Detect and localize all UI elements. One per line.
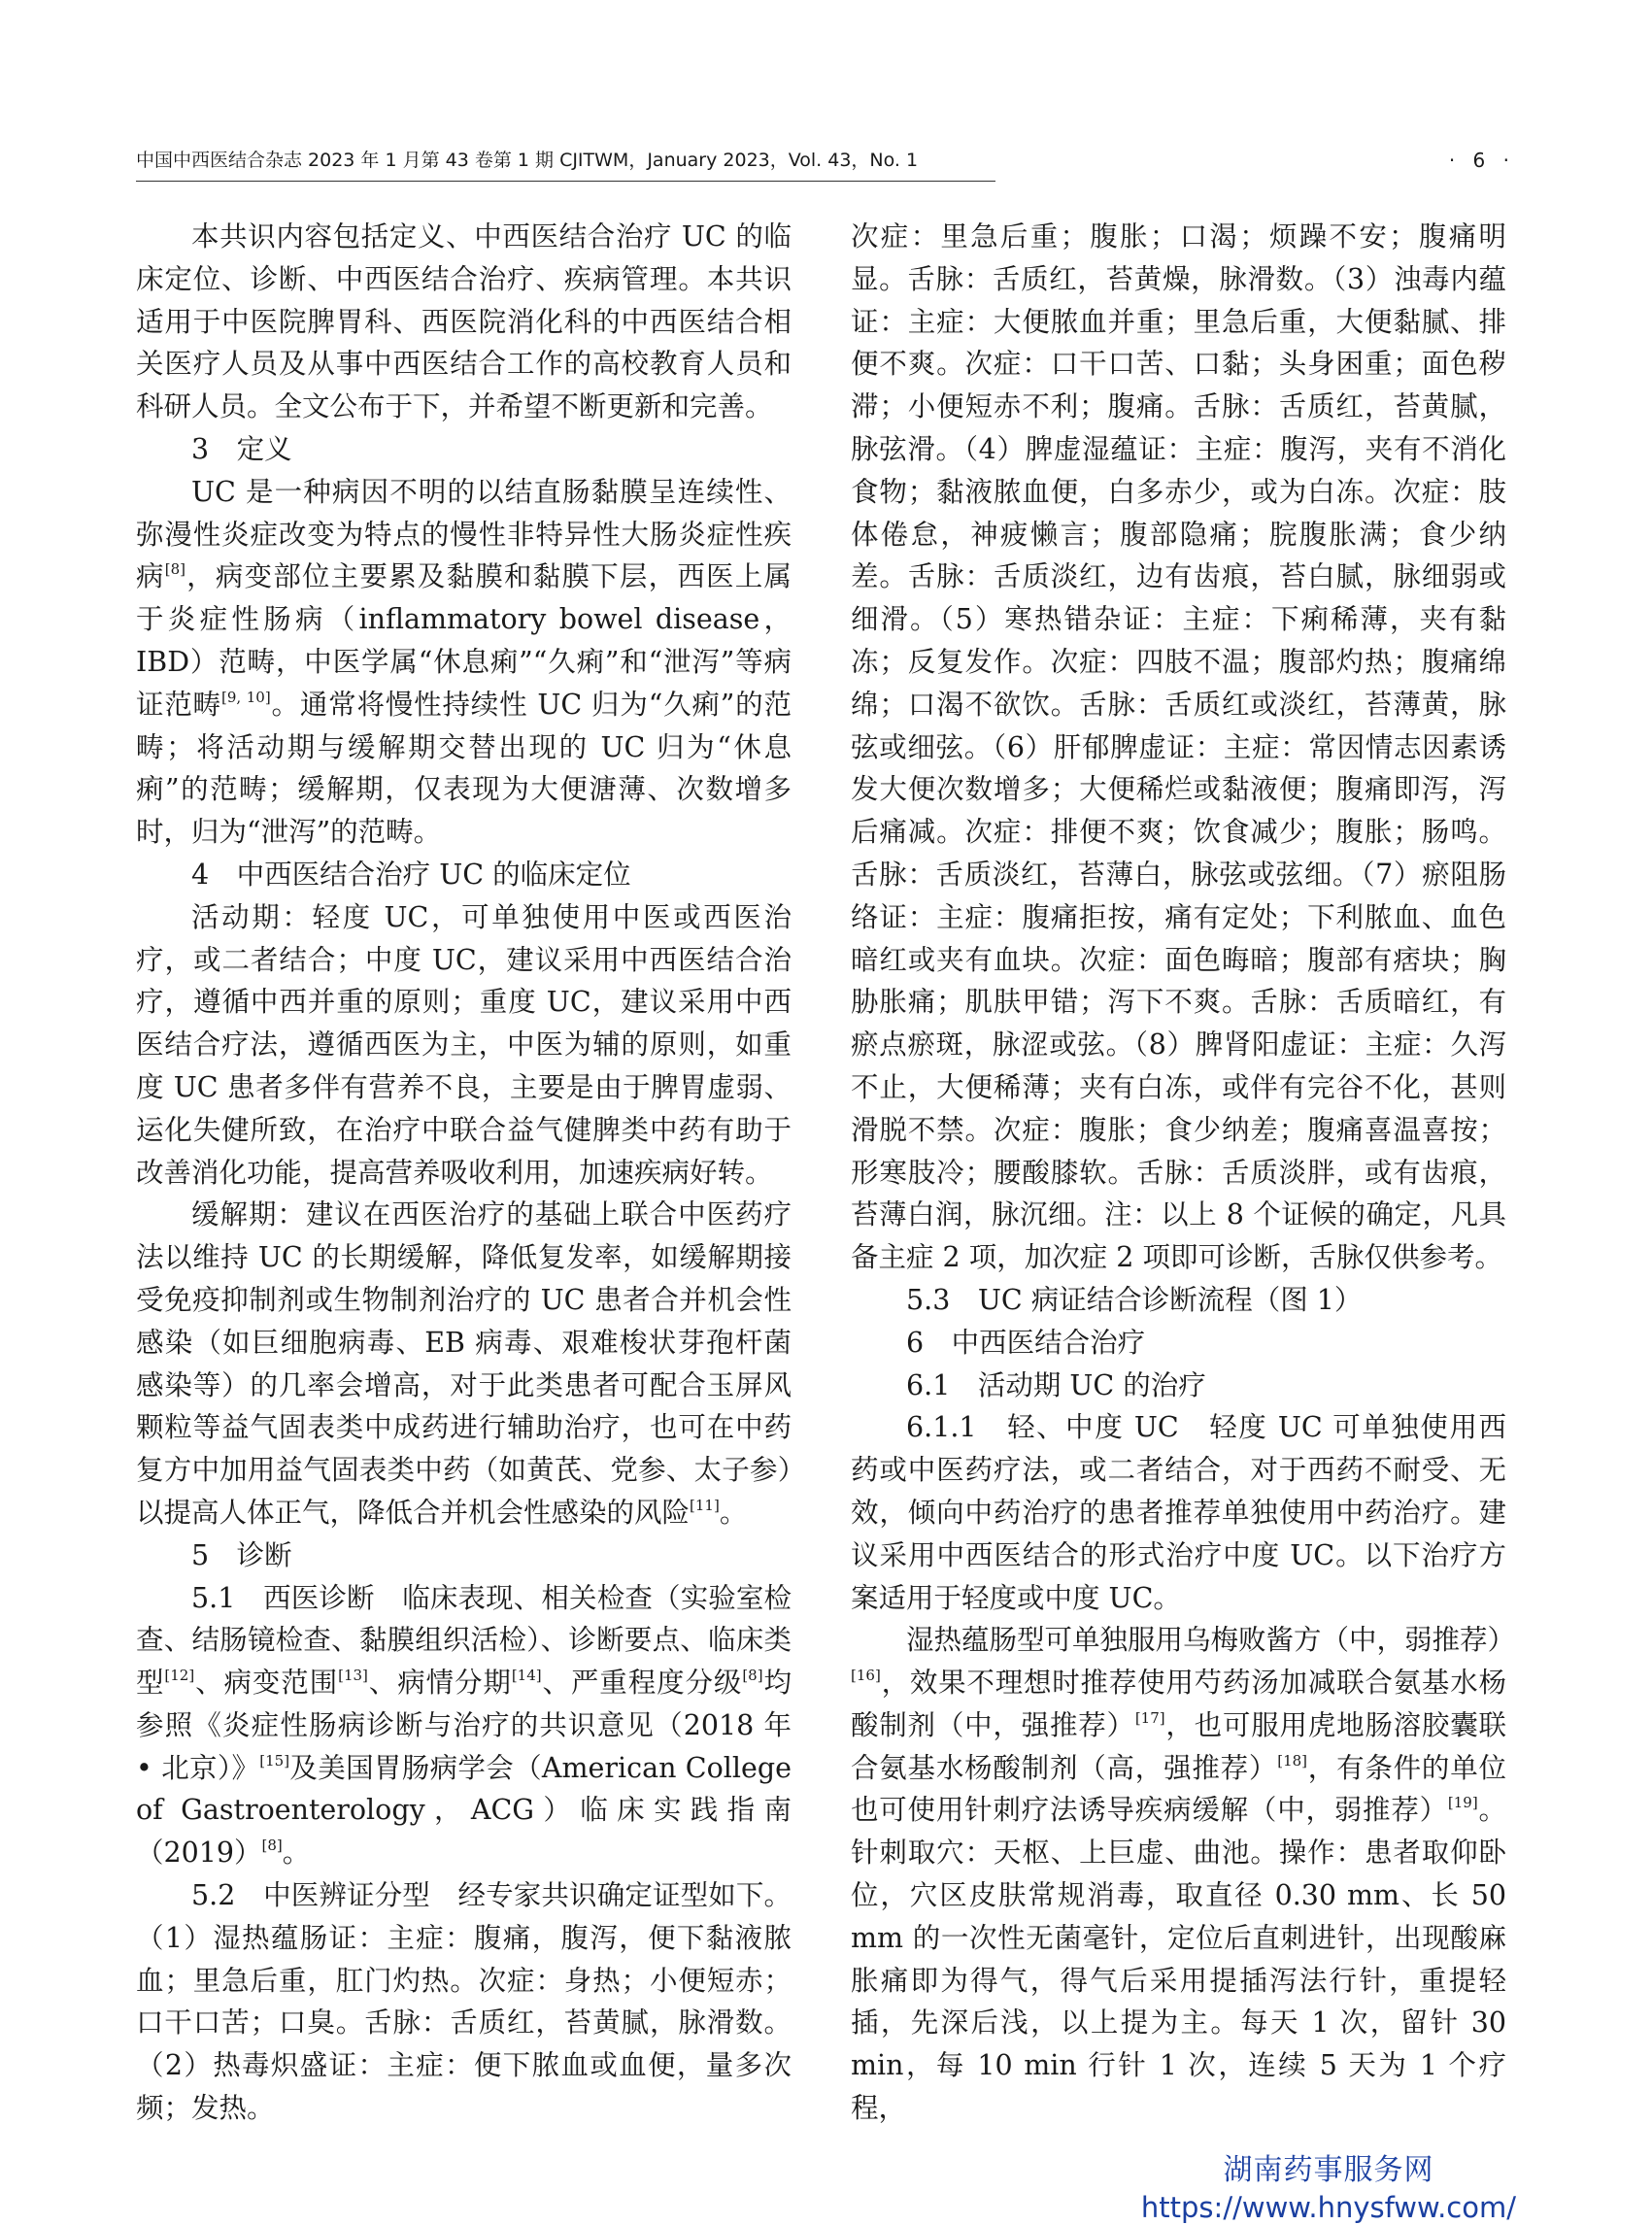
section-heading-definition: 3 定义 [191,432,292,465]
mild-moderate-uc-paragraph: 6.1.1 轻、中度 UC 轻度 UC 可单独使用西药或中医药疗法，或二者结合，对于西药不耐受、无效，倾向中药治疗的患者推荐单独使用中药治疗。建议采用中西医结合的形式治疗中度 UC。以下治疗方案适用于轻度或中度 UC。 [851,1411,1506,1614]
western-diagnosis-text-e: 均参照《炎症性肠病诊断与治疗的共识意见（2018 年 • 北京）》 [136,1667,792,1784]
citation-ref[interactable]: [8] [164,560,185,579]
definition-text-b: ，病变部位主要累及黏膜和黏膜下层，西医上属于炎症性肠病（inflammatory bowel disease，IBD）范畴，中医学属“休息痢”“久痢”和“泄泻”等病证范畴 [136,560,792,721]
citation-ref[interactable]: [8] [261,1837,283,1855]
western-diagnosis-text-b: 、病变范围 [194,1667,339,1700]
active-phase-paragraph: 活动期：轻度 UC，可单独使用中医或西医治疗，或二者结合；中度 UC，建议采用中西医结合治疗，遵循中西并重的原则；重度 UC，建议采用中西医结合疗法，遵循西医为主，中医为辅的原则，如重度 UC 患者多伴有营养不良，主要是由于脾胃虚弱、运化失健所致，在治疗中联合益气健脾类中药有助于改善消化功能，提高营养吸收利用，加速疾病好转。 [136,900,792,1189]
citation-ref[interactable]: [14] [511,1667,542,1685]
citation-ref[interactable]: [17] [1134,1708,1165,1727]
citation-ref[interactable]: [19] [1447,1794,1478,1812]
citation-ref[interactable]: [13] [338,1667,368,1685]
treatment-text-d: ，有条件的单位也可使用针刺疗法诱导疾病缓解（中，弱推荐） [851,1751,1506,1827]
syndrome-continuation-paragraph: 次症：里急后重；腹胀；口渴；烦躁不安；腹痛明显。舌脉：舌质红，苔黄燥，脉滑数。（3）浊毒内蕴证：主症：大便脓血并重；里急后重，大便黏腻、排便不爽。次症：口干口苦、口黏；头身困重；面色秽滞；小便短赤不利；腹痛。舌脉：舌质红，苔黄腻，脉弦滑。（4）脾虚湿蕴证：主症：腹泻，夹有不消化食物；黏液脓血便，白多赤少，或为白冻。次症：肢体倦怠，神疲懒言；腹部隐痛；脘腹胀满；食少纳差。舌脉：舌质淡红，边有齿痕，苔白腻，脉细弱或细滑。（5）寒热错杂证：主症：下痢稀薄，夹有黏冻；反复发作。次症：四肢不温；腹部灼热；腹痛绵绵；口渴不欲饮。舌脉：舌质红或淡红，苔薄黄，脉弦或细弦。（6）肝郁脾虚证：主症：常因情志因素诱发大便次数增多；大便稀烂或黏液便；腹痛即泻，泻后痛减。次症：排便不爽；饮食减少；腹胀；肠鸣。舌脉：舌质淡红，苔薄白，脉弦或弦细。（7）瘀阻肠络证：主症：腹痛拒按，痛有定处；下利脓血、血色暗红或夹有血块。次症：面色晦暗；腹部有痞块；胸胁胀痛；肌肤甲错；泻下不爽。舌脉：舌质暗红，有瘀点瘀斑，脉涩或弦。（8）脾肾阳虚证：主症：久泻不止，大便稀薄；夹有白冻，或伴有完谷不化，甚则滑脱不禁。次症：腹胀；食少纳差；腹痛喜温喜按；形寒肢冷；腰酸膝软。舌脉：舌质淡胖，或有齿痕，苔薄白润，脉沉细。注：以上 8 个证候的确定，凡具备主症 2 项，加次症 2 项即可诊断，舌脉仅供参考。 [851,220,1506,1274]
remission-text-a: 缓解期：建议在西医治疗的基础上联合中医药疗法以维持 UC 的长期缓解，降低复发率，如缓解期接受免疫抑制剂或生物制剂治疗的 UC 患者合并机会性感染（如巨细胞病毒、EB 病毒、艰难梭状芽孢杆菌感染等）的几率会增高，对于此类患者可配合玉屏风颗粒等益气固表类中成药进行辅助治疗，也可在中药复方中加用益气固表类中药（如黄芪、党参、太子参）以提高人体正气，降低合并机会性感染的风险 [136,1198,792,1529]
citation-ref[interactable]: [16] [851,1667,881,1685]
definition-paragraph [136,471,792,854]
tcm-syndrome-paragraph: 5.2 中医辨证分型 经专家共识确定证型如下。（1）湿热蕴肠证：主症：腹痛，腹泻，便下黏液脓血；里急后重，肛门灼热。次症：身热；小便短赤；口干口苦；口臭。舌脉：舌质红，苔黄腻，脉滑数。（2）热毒炽盛证：主症：便下脓血或血便，量多次频；发热。 [136,1879,792,2125]
western-diagnosis-text-c: 、病情分期 [367,1667,512,1700]
citation-ref[interactable]: [8] [742,1667,763,1685]
treatment-text-a: 湿热蕴肠型可单独服用乌梅败酱方（中，弱推荐） [906,1624,1516,1657]
watermark-url-link[interactable]: https://www.hnysfww.com/ [1140,2191,1516,2224]
intro-scope-paragraph: 本共识内容包括定义、中西医结合治疗 UC 的临床定位、诊断、中西医结合治疗、疾病管理。本共识适用于中医院脾胃科、西医院消化科的中西医结合相关医疗人员及从事中西医结合工作的高校教育人员和科研人员。全文公布于下，并希望不断更新和完善。 [136,220,792,423]
remission-text-b: 。 [719,1496,748,1529]
section-heading-integrated-treatment: 6 中西医结合治疗 [906,1326,1146,1359]
section-heading-clinical-positioning: 4 中西医结合治疗 UC 的临床定位 [191,858,631,891]
citation-ref[interactable]: [12] [164,1667,195,1685]
western-diagnosis-text-a: 5.1 西医诊断 临床表现、相关检查（实验室检查、结肠镜检查、黏膜组织活检）、诊断要点、临床类型 [136,1581,792,1700]
damp-heat-treatment-paragraph [851,1619,1516,2130]
right-column [851,216,1516,2130]
citation-ref[interactable]: [18] [1277,1751,1308,1770]
site-watermark [1141,2151,1516,2225]
citation-ref[interactable]: [9, 10] [220,688,271,706]
western-diagnosis-text-f: 及美国胃肠病学会（American College of Gastroenterology，ACG）临床实践指南（2019） [136,1751,792,1870]
treatment-text-b: ，效果不理想时推荐使用芍药汤加减联合氨基水杨酸制剂（中，强推荐） [851,1667,1506,1741]
journal-citation-line: 中国中西医结合杂志 2023 年 1 月第 43 卷第 1 期 CJITWM，January 2023，Vol. 43，No. 1 [136,148,995,182]
section-heading-diagnosis-flow: 5.3 UC 病证结合诊断流程（图 1） [906,1283,1363,1316]
watermark-site-name: 湖南药事服务网 [1223,2153,1434,2187]
western-diagnosis-text-d: 、严重程度分级 [541,1667,743,1700]
left-column [136,216,792,2130]
treatment-text-e: 。针刺取穴：天枢、上巨虚、曲池。操作：患者取仰卧位，穴区皮肤常规消毒，取直径 0.30 mm、长 50 mm 的一次性无菌毫针，定位后直刺进针，出现酸麻胀痛即为得气，得气后采用提插泻法行针，重提轻插，先深后浅，以上提为主。每天 1 次，留针 30 min，每 10 min 行针 1 次，连续 5 天为 1 个疗程， [851,1794,1506,2125]
section-heading-active-phase-treatment: 6.1 活动期 UC 的治疗 [906,1368,1206,1401]
page-number: · 6 · [1448,149,1515,172]
treatment-text-c: ，也可服用虎地肠溶胶囊联合氨基水杨酸制剂（高，强推荐） [851,1708,1506,1784]
remission-phase-paragraph [136,1194,792,1534]
citation-ref[interactable]: [15] [259,1751,290,1770]
western-diagnosis-paragraph [136,1577,792,1875]
definition-text-c: 。通常将慢性持续性 UC 归为“久痢”的范畴；将活动期与缓解期交替出现的 UC 归为“休息痢”的范畴；缓解期，仅表现为大便溏薄、次数增多时，归为“泄泻”的范畴。 [136,688,792,849]
running-header [136,148,1515,183]
section-heading-diagnosis: 5 诊断 [191,1538,292,1571]
definition-text-a: UC 是一种病因不明的以结直肠黏膜呈连续性、弥漫性炎症改变为特点的慢性非特异性大肠炎症性疾病 [136,475,792,593]
western-diagnosis-text-g: 。 [282,1837,311,1870]
citation-ref[interactable]: [11] [690,1496,720,1514]
